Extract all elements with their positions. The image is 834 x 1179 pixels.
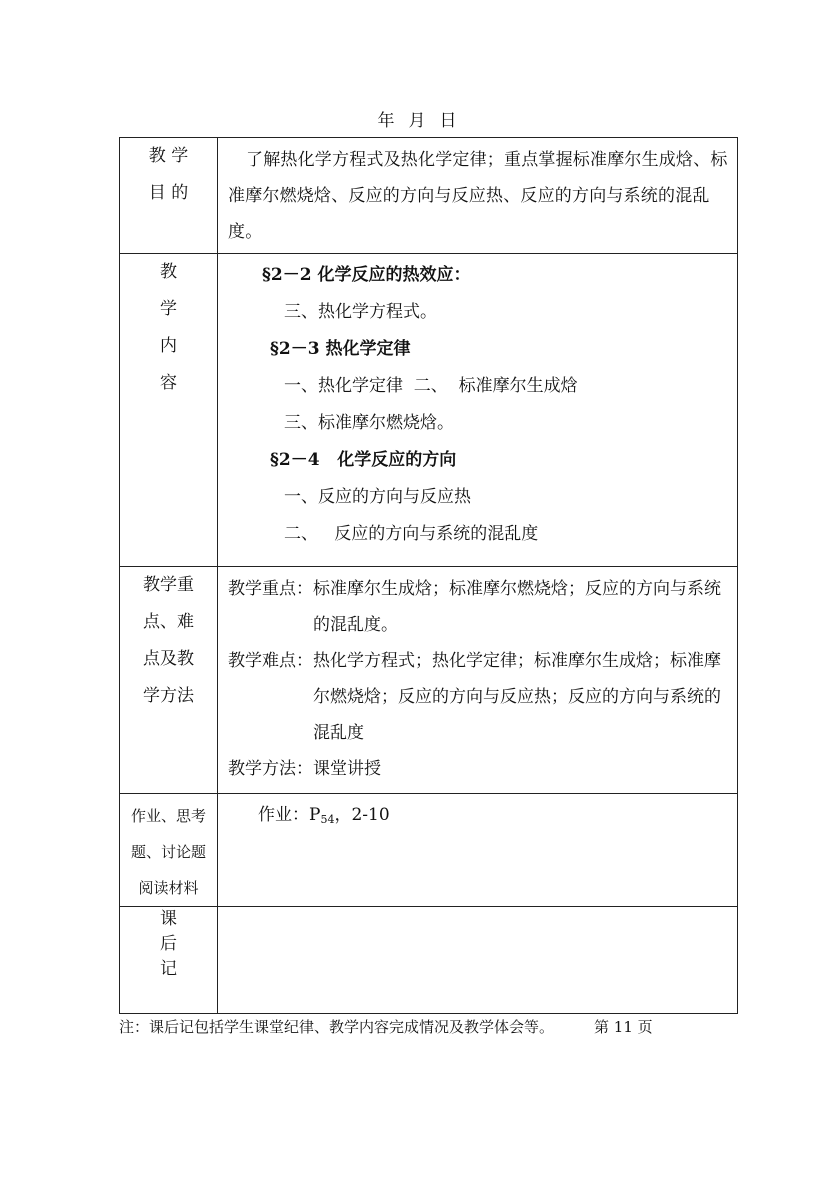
purpose-label-line: 教 学 — [148, 146, 189, 166]
keypoints-label-line: 点、难 — [143, 612, 194, 632]
difficult-point-text: 热化学方程式；热化学定律；标准摩尔生成焓；标准摩尔燃烧焓；反应的方向与反应热；反应的方向与系统的混乱度 — [313, 651, 721, 743]
postnote-row — [120, 907, 738, 1014]
date-year: 年 — [377, 111, 395, 131]
lesson-plan-table — [119, 137, 738, 1014]
key-point-text: 标准摩尔生成焓；标准摩尔燃烧焓；反应的方向与系统的混乱度。 — [313, 579, 721, 635]
content-line: §2－3 热化学定律 — [270, 339, 411, 359]
content-lines — [218, 254, 737, 559]
difficult-point-label: 教学难点： — [228, 651, 313, 671]
content-label-line: 学 — [160, 299, 177, 319]
content-label — [120, 254, 218, 567]
footer — [119, 1016, 653, 1037]
content-label-line: 教 — [160, 262, 177, 282]
postnote-cell — [218, 907, 738, 1014]
keypoints-label-line: 点及教 — [143, 649, 194, 669]
purpose-label — [120, 138, 218, 254]
key-point — [228, 571, 729, 643]
homework-prefix: 作业：P — [258, 805, 321, 825]
keypoints-cell — [218, 567, 738, 794]
keypoints-label-line: 教学重 — [143, 575, 194, 595]
postnote-label-line: 课 — [160, 909, 177, 929]
homework-label-line: 作业、思考 — [130, 807, 206, 825]
postnote-label-line: 后 — [160, 934, 177, 954]
teaching-method — [228, 751, 729, 787]
keypoints-label-line: 学方法 — [143, 686, 194, 706]
keypoints-body — [218, 567, 737, 790]
homework-label-line: 题、讨论题 — [130, 843, 206, 861]
content-line: §2－4 化学反应的方向 — [270, 450, 457, 470]
content-line: §2－2 化学反应的热效应： — [262, 265, 471, 285]
postnote-label-line: 记 — [160, 959, 177, 979]
difficult-point — [228, 643, 729, 751]
homework-cell — [218, 794, 738, 907]
homework-row — [120, 794, 738, 907]
date-month: 月 — [408, 111, 426, 131]
content-label-line: 内 — [160, 336, 177, 356]
teaching-method-text: 课堂讲授 — [313, 759, 381, 779]
content-line: 三、标准摩尔燃烧焓。 — [284, 413, 454, 433]
date-line — [0, 106, 834, 131]
content-cell — [218, 254, 738, 567]
homework-page-sub: 54 — [320, 813, 335, 826]
purpose-cell — [218, 138, 738, 254]
purpose-text: 了解热化学方程式及热化学定律；重点掌握标准摩尔生成焓、标准摩尔燃烧焓、反应的方向与反应热、反应的方向与系统的混乱度。 — [228, 150, 728, 242]
homework-label — [120, 794, 218, 907]
keypoints-label — [120, 567, 218, 794]
key-point-label: 教学重点： — [228, 579, 313, 599]
content-line: 二、 反应的方向与系统的混乱度 — [284, 524, 539, 544]
purpose-row — [120, 138, 738, 254]
keypoints-row — [120, 567, 738, 794]
homework-text — [218, 794, 737, 835]
content-line: 一、反应的方向与反应热 — [284, 487, 471, 507]
purpose-label-line: 目 的 — [148, 183, 189, 203]
content-row — [120, 254, 738, 567]
homework-suffix: ，2-10 — [334, 805, 390, 825]
content-line: 三、热化学方程式。 — [284, 302, 437, 322]
teaching-method-label: 教学方法： — [228, 759, 313, 779]
date-day: 日 — [439, 111, 457, 131]
content-line: 一、热化学定律 二、 标准摩尔生成焓 — [284, 376, 578, 396]
content-label-line: 容 — [160, 373, 177, 393]
footer-note: 注：课后记包括学生课堂纪律、教学内容完成情况及教学体会等。 — [119, 1018, 555, 1036]
homework-label-line: 阅读材料 — [138, 879, 199, 897]
page-number: 第 11 页 — [594, 1018, 653, 1036]
postnote-label — [120, 907, 218, 1014]
